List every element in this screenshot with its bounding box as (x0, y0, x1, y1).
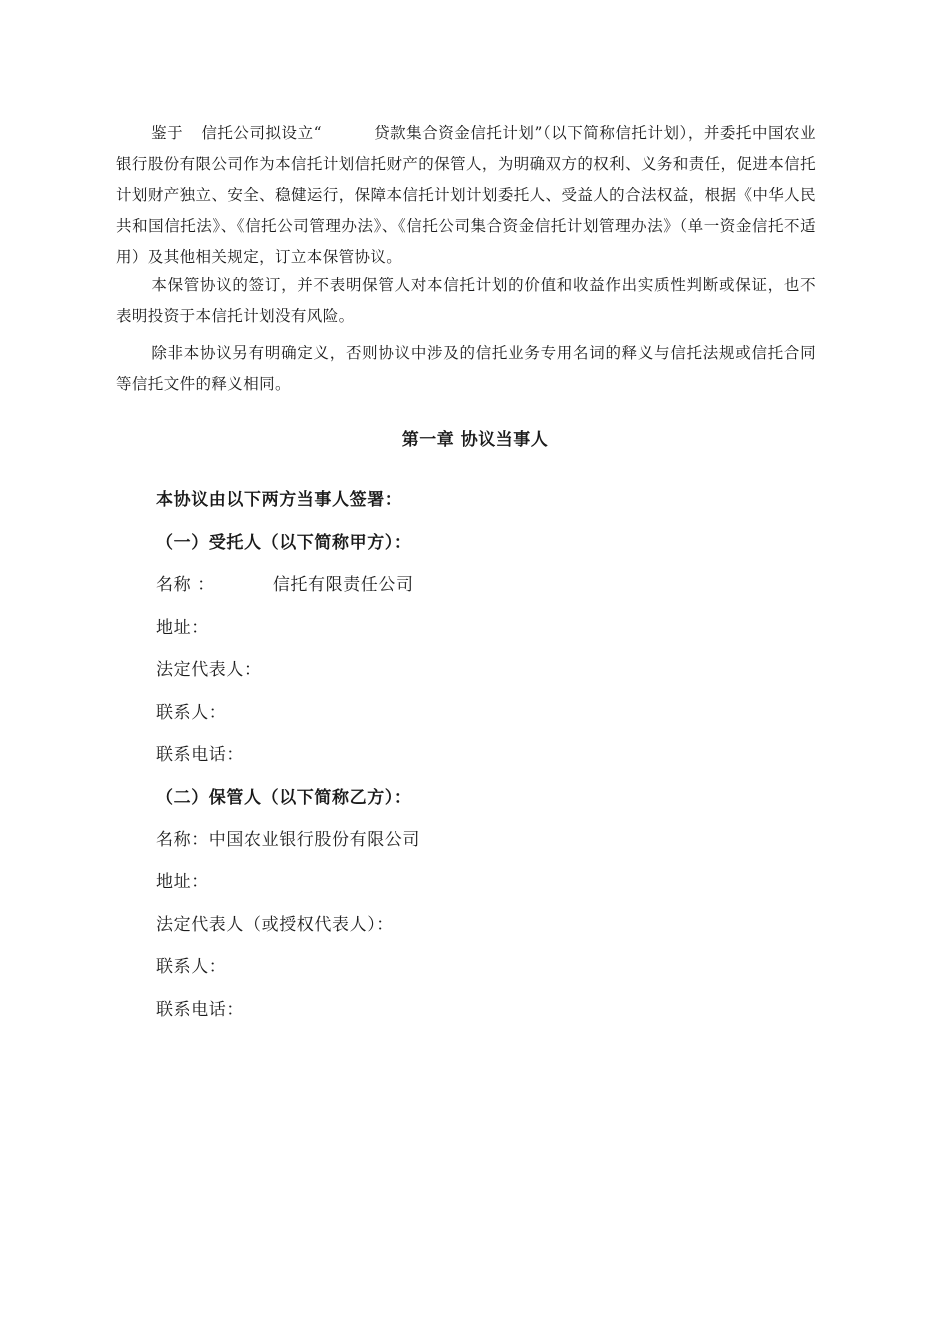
party-b-phone-label: 联系电话： (156, 1000, 244, 1020)
intro-p1-part-a: 鉴于 (151, 124, 184, 142)
party-a-name-value: 信托有限责任公司 (272, 575, 414, 595)
intro-paragraph-1 (116, 118, 816, 273)
party-b-heading: （二）保管人（以下简称乙方）： (156, 788, 412, 808)
intro-paragraph-2 (116, 270, 816, 332)
party-b-name-line: 名称：中国农业银行股份有限公司 (156, 830, 420, 850)
party-b-contact-label: 联系人： (156, 957, 227, 977)
party-b-legal-rep-label: 法定代表人（或授权代表人）： (156, 915, 394, 935)
party-a-address-label: 地址： (156, 618, 209, 638)
party-b-address-label: 地址： (156, 872, 209, 892)
chapter-title: 第一章 协议当事人 (401, 430, 549, 450)
intro-p2-text: 本保管协议的签订，并不表明保管人对本信托计划的价值和收益作出实质性判断或保证，也不表明投资于本信托计划没有风险。 (116, 276, 816, 325)
intro-p3-text: 除非本协议另有明确定义，否则协议中涉及的信托业务专用名词的释义与信托法规或信托合同等信托文件的释义相同。 (116, 344, 816, 393)
party-a-phone-label: 联系电话： (156, 745, 244, 765)
party-a-contact-label: 联系人： (156, 703, 227, 723)
parties-intro-line: 本协议由以下两方当事人签署： (156, 490, 403, 510)
party-a-name-line (156, 573, 414, 597)
party-a-name-label: 名称 (156, 575, 192, 595)
intro-p1-part-c: 贷款集合资金信托计划”（以下简称信托计划），并委托中国农业银行股份有限公司作为本信托计划信托财产的保管人，为明确双方的权利、义务和责任，促进本信托计划财产独立、安全、稳健运行，保障本信托计划计划委托人、受益人的合法权益，根据《中华人民共和国信托法》、《信托公司管理办法》、《信托公司集合资金信托计划管理办法》（单一资金信托不适用）及其他相关规定，订立本保管协议。 (116, 124, 816, 266)
intro-p1-part-b: 信托公司拟设立“ (201, 124, 322, 142)
intro-paragraph-3 (116, 338, 816, 400)
party-a-legal-rep-label: 法定代表人： (156, 660, 262, 680)
party-a-name-colon: ： (197, 575, 215, 595)
party-a-heading: （一）受托人（以下简称甲方）： (156, 533, 412, 553)
